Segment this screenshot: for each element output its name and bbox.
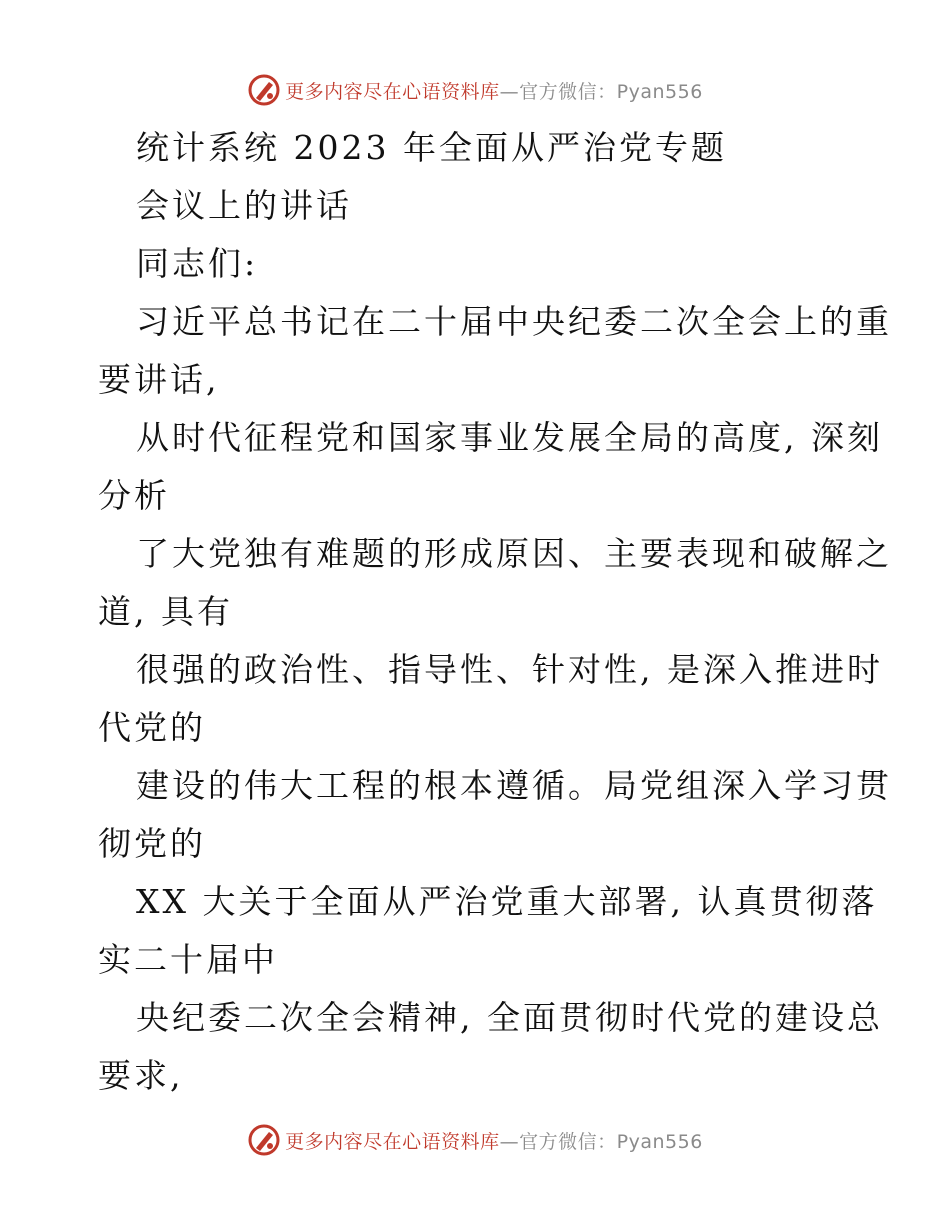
doc-text-line: XX 大关于全面从严治党重大部署, 认真贯彻落	[136, 882, 878, 921]
doc-text-line: 彻党的	[98, 824, 206, 863]
doc-text-line: 分析	[98, 476, 170, 515]
banner-main-text: 更多内容尽在心语资料库	[285, 80, 500, 103]
doc-text-line: 了大党独有难题的形成原因、主要表现和破解之	[136, 534, 892, 573]
doc-text-line: 习近平总书记在二十届中央纪委二次全会上的重	[136, 302, 892, 341]
doc-text-line: 要求,	[98, 1056, 184, 1095]
header-banner	[0, 70, 950, 110]
pen-circle-logo-icon	[247, 1123, 281, 1157]
doc-text-line: 从时代征程党和国家事业发展全局的高度, 深刻	[136, 418, 883, 457]
doc-text-line: 实二十届中	[98, 940, 278, 979]
doc-title-line-1: 统计系统 2023 年全面从严治党专题	[136, 128, 727, 167]
banner-suffix-text: —官方微信：Pyan556	[499, 1130, 703, 1153]
pen-circle-logo-icon	[247, 73, 281, 107]
doc-text-line: 很强的政治性、指导性、针对性, 是深入推进时	[136, 650, 883, 689]
footer-banner	[0, 1120, 950, 1160]
doc-text-line: 央纪委二次全会精神, 全面贯彻时代党的建设总	[136, 998, 883, 1037]
banner-text	[285, 77, 703, 104]
doc-text-line: 道, 具有	[98, 592, 233, 631]
doc-text-line: 代党的	[98, 708, 206, 747]
banner-main-text: 更多内容尽在心语资料库	[285, 1130, 500, 1153]
banner-text	[285, 1127, 703, 1154]
banner-suffix-text: —官方微信：Pyan556	[499, 80, 703, 103]
doc-text-line: 要讲话,	[98, 360, 220, 399]
doc-text-line: 建设的伟大工程的根本遵循。局党组深入学习贯	[136, 766, 892, 805]
doc-title-line-2: 会议上的讲话	[136, 186, 352, 225]
doc-salutation: 同志们:	[136, 244, 259, 283]
